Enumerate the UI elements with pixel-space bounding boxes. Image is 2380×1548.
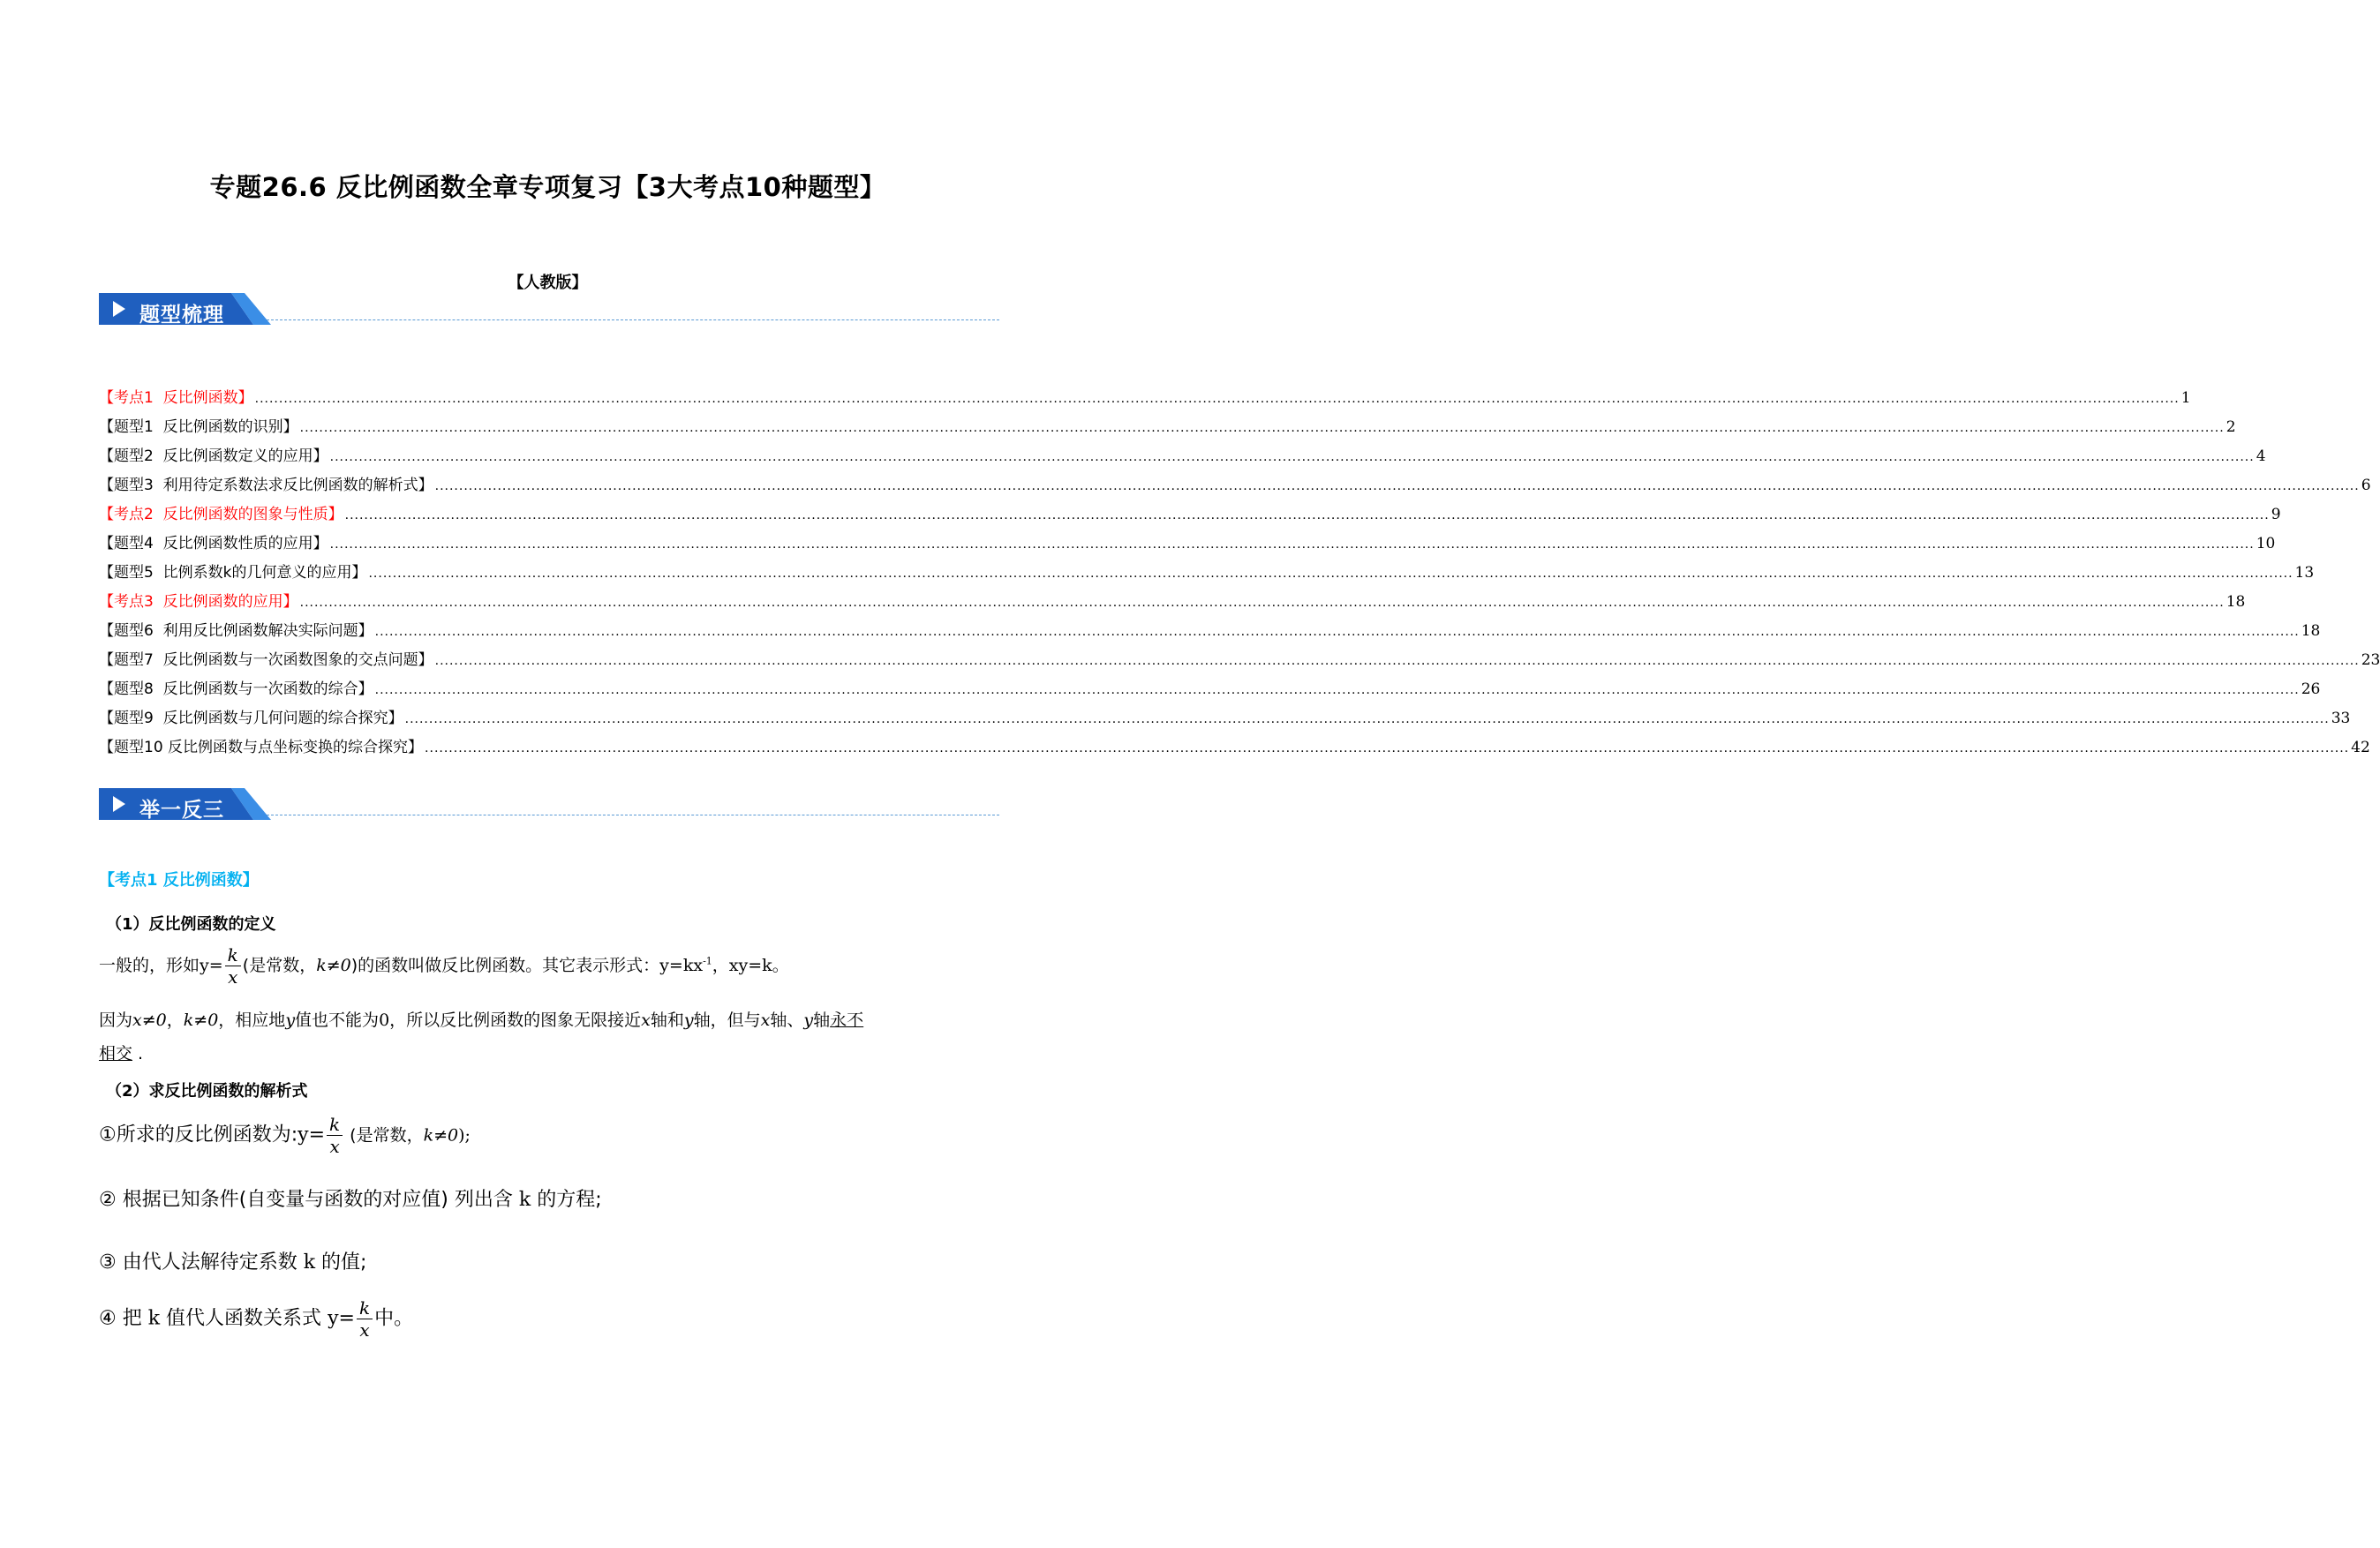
step-3: ③ 由代人法解待定系数 k 的值; — [99, 1251, 367, 1274]
toc-entry-page: 6 — [2361, 477, 2371, 494]
toc-entry-page: 13 — [2294, 564, 2315, 582]
toc-entry[interactable] — [99, 676, 2321, 705]
toc-entry[interactable] — [99, 589, 2246, 618]
toc-entry[interactable] — [99, 472, 2371, 501]
practice-banner-label: 举一反三 — [139, 799, 224, 822]
page-title: 专题26.6 反比例函数全章专项复习【3大考点10种题型】 — [209, 172, 886, 202]
toc-entry-page: 10 — [2256, 535, 2276, 552]
toc-entry-page: 1 — [2180, 389, 2191, 407]
toc-entry-label: 【题型10 反比例函数与点坐标变换的综合探究】 — [99, 739, 424, 756]
section-heading: 【考点1 反比例函数】 — [99, 871, 259, 890]
toc-entry-label: 【题型7 反比例函数与一次函数图象的交点问题】 — [99, 651, 433, 669]
toc-entry-label: 【题型4 反比例函数性质的应用】 — [99, 535, 328, 552]
toc-leader-dots: ................................................................................................................................................................................................................................................................................................................................................................................................................ — [425, 741, 2350, 755]
toc-leader-dots: ................................................................................................................................................................................................................................................................................................................................................................................................................ — [404, 712, 2330, 726]
toc-entry[interactable] — [99, 414, 2236, 443]
k-over-x-fraction: $\frac{k}{x}$ — [327, 1114, 343, 1157]
step-2: ② 根据已知条件(自变量与函数的对应值) 列出含 k 的方程; — [99, 1189, 602, 1211]
toc-entry-page: 9 — [2271, 506, 2281, 523]
toc-entry[interactable] — [99, 501, 2281, 530]
toc-entry-label: 【题型8 反比例函数与一次函数的综合】 — [99, 680, 373, 698]
toc-entry-label: 【题型5 比例系数k的几何意义的应用】 — [99, 564, 367, 582]
toc-entry-page: 23 — [2361, 651, 2380, 669]
toc-entry[interactable] — [99, 647, 2380, 676]
toc-entry-label: 【题型6 利用反比例函数解决实际问题】 — [99, 622, 373, 640]
toc-entry-page: 4 — [2256, 447, 2266, 465]
toc-leader-dots: ................................................................................................................................................................................................................................................................................................................................................................................................................ — [434, 654, 2360, 668]
toc-entry-label: 【题型9 反比例函数与几何问题的综合探究】 — [99, 710, 403, 727]
toc-entry-page: 42 — [2351, 739, 2370, 756]
toc-leader-dots: ................................................................................................................................................................................................................................................................................................................................................................................................................ — [368, 567, 2293, 581]
toc-leader-dots: ................................................................................................................................................................................................................................................................................................................................................................................................................ — [434, 479, 2360, 493]
toc-entry-label: 【题型1 反比例函数的识别】 — [99, 418, 298, 436]
toc-leader-dots: ................................................................................................................................................................................................................................................................................................................................................................................................................ — [329, 450, 2255, 464]
subheading-definition: （1）反比例函数的定义 — [106, 915, 276, 934]
toc-entry-label: 【考点3 反比例函数的应用】 — [99, 593, 298, 611]
toc-entry-page: 33 — [2331, 710, 2351, 727]
subheading-analytic-formula: （2）求反比例函数的解析式 — [106, 1082, 308, 1101]
toc-entry-label: 【考点2 反比例函数的图象与性质】 — [99, 506, 343, 523]
toc-leader-dots: ................................................................................................................................................................................................................................................................................................................................................................................................................ — [299, 421, 2225, 435]
toc-leader-dots: ................................................................................................................................................................................................................................................................................................................................................................................................................ — [374, 625, 2300, 639]
toc-entry[interactable] — [99, 618, 2321, 647]
toc-entry[interactable] — [99, 530, 2276, 560]
toc-entry[interactable] — [99, 705, 2351, 734]
banner-dashed-rule — [267, 319, 999, 320]
step-4: ④ 把 k 值代人函数关系式 y= $\frac{k}{x}$ 中。 — [99, 1297, 414, 1341]
step-1: ①所求的反比例函数为:y= $\frac{k}{x}$ (是常数，k≠0); — [99, 1114, 471, 1157]
toc-entry[interactable] — [99, 560, 2315, 589]
toc-leader-dots: ................................................................................................................................................................................................................................................................................................................................................................................................................ — [374, 683, 2300, 697]
toc-entry-page: 18 — [2301, 622, 2321, 640]
toc-entry-label: 【考点1 反比例函数】 — [99, 389, 253, 407]
toc-entry-page: 26 — [2301, 680, 2321, 698]
toc-banner — [99, 293, 999, 330]
k-over-x-fraction: $\frac{k}{x}$ — [225, 944, 241, 988]
toc-banner-label: 题型梳理 — [139, 304, 224, 327]
k-over-x-fraction: $\frac{k}{x}$ — [357, 1297, 373, 1341]
toc-entry-label: 【题型3 利用待定系数法求反比例函数的解析式】 — [99, 477, 433, 494]
asymptote-paragraph: 因为x≠0，k≠0，相应地y值也不能为0，所以反比例函数的图象无限接近x轴和y轴，但与x轴、y轴永不 相交 . — [99, 1011, 864, 1063]
toc-leader-dots: ................................................................................................................................................................................................................................................................................................................................................................................................................ — [299, 596, 2225, 610]
toc-entry-page: 2 — [2226, 418, 2236, 436]
toc-leader-dots: ................................................................................................................................................................................................................................................................................................................................................................................................................ — [344, 508, 2270, 522]
toc-leader-dots: ................................................................................................................................................................................................................................................................................................................................................................................................................ — [254, 392, 2180, 406]
toc-entry[interactable] — [99, 443, 2266, 472]
toc-entry[interactable] — [99, 734, 2370, 763]
toc-leader-dots: ................................................................................................................................................................................................................................................................................................................................................................................................................ — [329, 537, 2255, 552]
table-of-contents — [99, 385, 2380, 763]
edition-label: 【人教版】 — [508, 274, 588, 292]
toc-entry-page: 18 — [2226, 593, 2246, 611]
toc-entry[interactable] — [99, 385, 2191, 414]
definition-paragraph: 一般的，形如y= $\frac{k}{x}$ (是常数，k≠0)的函数叫做反比例函数。其它表示形式：$y=kx^{-1}$，xy=k。 — [99, 944, 789, 988]
practice-banner — [99, 788, 999, 825]
toc-entry-label: 【题型2 反比例函数定义的应用】 — [99, 447, 328, 465]
